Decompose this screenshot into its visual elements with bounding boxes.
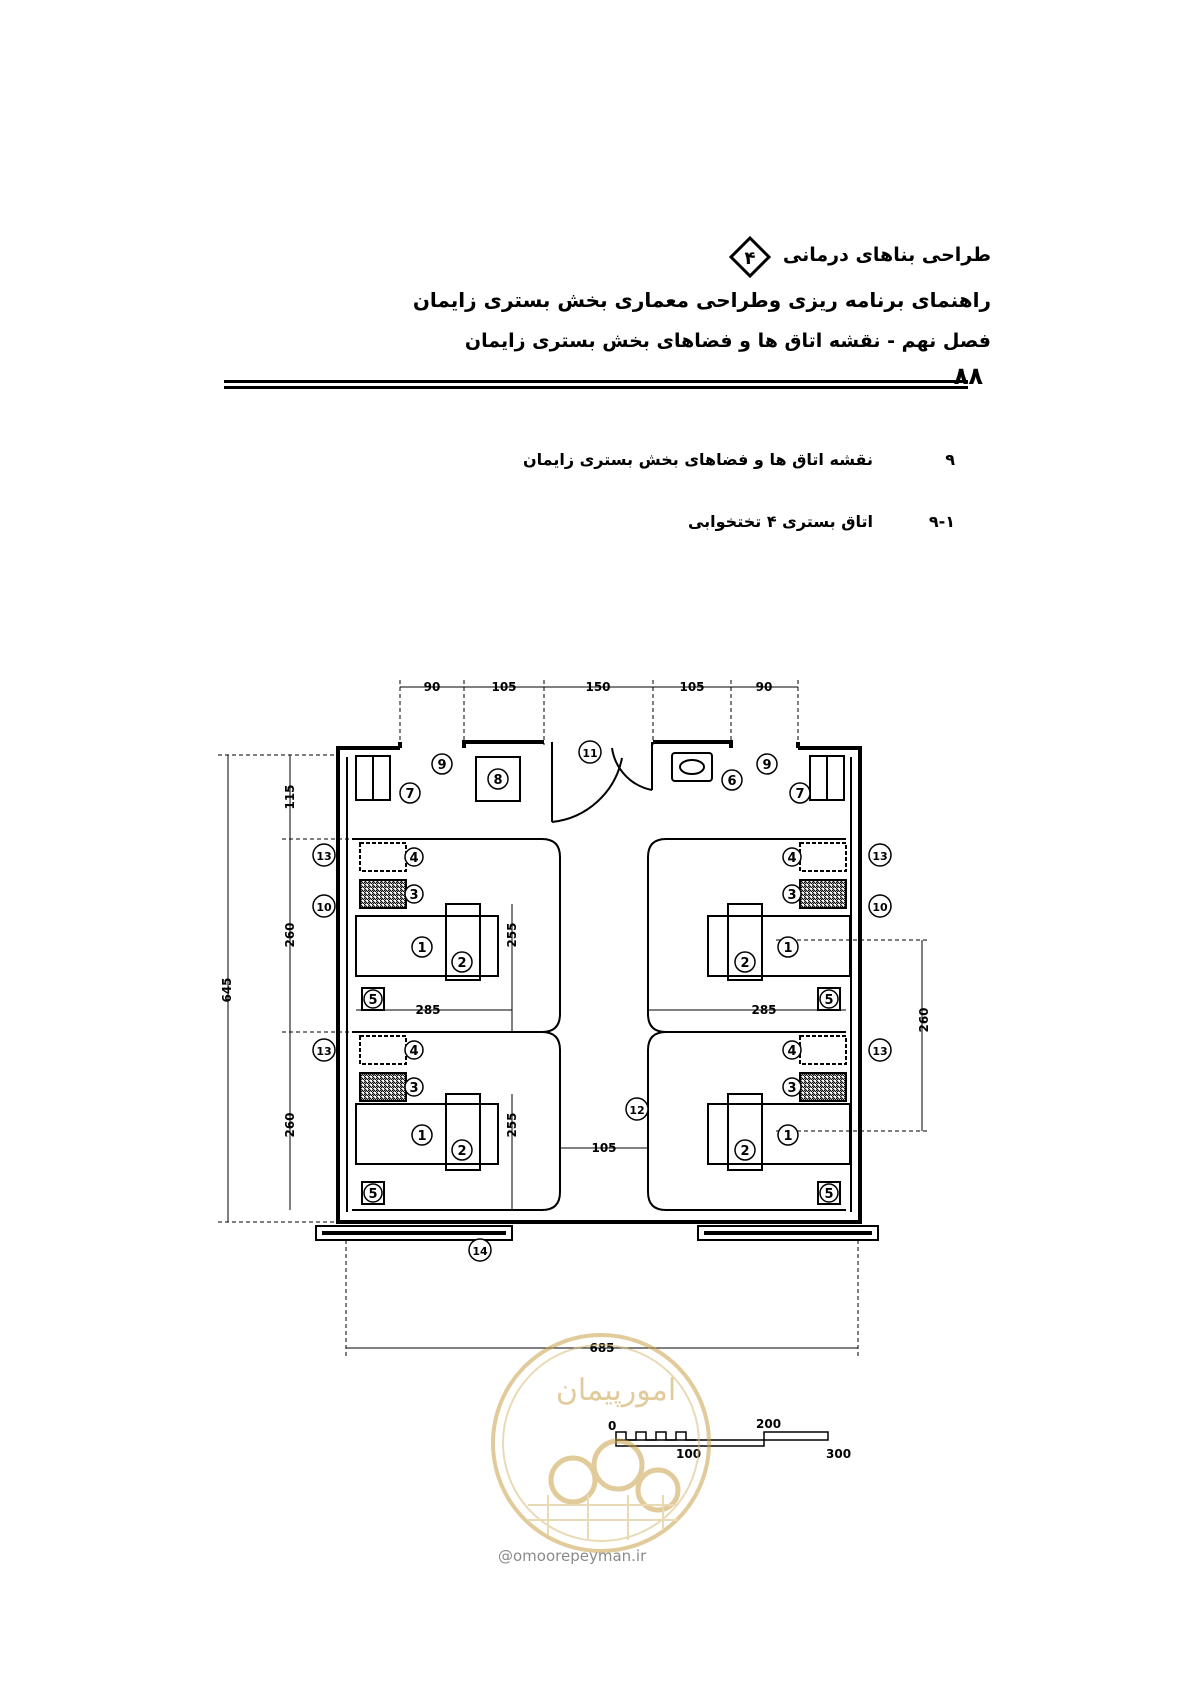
dim-curtain-depth-2: 255 xyxy=(505,1112,519,1138)
tag-4-c xyxy=(783,848,801,866)
series-title: طراحی بناهای درمانی xyxy=(782,244,991,266)
svg-text:13: 13 xyxy=(872,850,888,863)
tag-1-c xyxy=(778,937,798,957)
tag-3-b xyxy=(405,1078,423,1096)
tag-2-d xyxy=(735,1140,755,1160)
svg-text:13: 13 xyxy=(316,850,332,863)
tag-13-b xyxy=(313,1039,335,1061)
tag-4-b xyxy=(405,1041,423,1059)
chapter-title: فصل نهم - نقشه اتاق ها و فضاهای بخش بستری زایمان xyxy=(464,330,991,352)
svg-text:3: 3 xyxy=(409,1081,419,1096)
tag-3-a xyxy=(405,885,423,903)
svg-text:2: 2 xyxy=(457,956,467,971)
svg-text:1: 1 xyxy=(783,941,793,956)
tags xyxy=(313,741,891,1261)
subsection-number: ۹-۱ xyxy=(928,512,955,531)
dim-curtain-width-left: 285 xyxy=(415,1003,441,1017)
svg-text:2: 2 xyxy=(740,1144,750,1159)
svg-text:5: 5 xyxy=(368,993,378,1008)
dim-curtain-width-right: 285 xyxy=(751,1003,777,1017)
svg-text:3: 3 xyxy=(787,1081,797,1096)
right-dimensions xyxy=(648,940,930,1131)
dim-entry-depth: 115 xyxy=(283,784,297,810)
svg-text:7: 7 xyxy=(795,787,805,802)
tag-3-d xyxy=(783,1078,801,1096)
scale-200: 200 xyxy=(756,1417,782,1431)
dim-curtain-depth-1: 255 xyxy=(505,922,519,948)
bottom-window xyxy=(316,1226,878,1240)
svg-text:5: 5 xyxy=(824,993,834,1008)
svg-text:13: 13 xyxy=(872,1045,888,1058)
tag-5-a xyxy=(364,990,382,1008)
tag-5-d xyxy=(820,1184,838,1202)
svg-text:9: 9 xyxy=(762,758,772,773)
tag-4-d xyxy=(783,1041,801,1059)
scale-300: 300 xyxy=(826,1447,852,1461)
svg-text:2: 2 xyxy=(457,1144,467,1159)
watermark-logo xyxy=(488,1330,714,1556)
svg-text:10: 10 xyxy=(872,901,888,914)
tag-10-a xyxy=(313,895,335,917)
dim-bay-right: 260 xyxy=(917,1007,931,1033)
volume-number: ۴ xyxy=(744,248,756,269)
tag-13-d xyxy=(869,1039,891,1061)
tag-7-b xyxy=(790,783,810,803)
svg-text:1: 1 xyxy=(417,941,427,956)
svg-text:1: 1 xyxy=(783,1129,793,1144)
svg-text:9: 9 xyxy=(437,758,447,773)
dim-top-3: 150 xyxy=(585,680,611,694)
page-number: ۸۸ xyxy=(953,362,983,390)
scale-100: 100 xyxy=(676,1447,702,1461)
tag-9-a xyxy=(432,754,452,774)
dim-top-2: 105 xyxy=(491,680,517,694)
tag-2-b xyxy=(452,1140,472,1160)
tag-11 xyxy=(579,741,601,763)
dim-total-width: 685 xyxy=(589,1341,615,1355)
svg-text:14: 14 xyxy=(472,1245,488,1258)
watermark-url: @omoorepeyman.ir xyxy=(498,1547,647,1565)
left-dimensions xyxy=(218,755,648,1222)
tag-3-c xyxy=(783,885,801,903)
svg-text:2: 2 xyxy=(740,956,750,971)
tag-10-b xyxy=(869,895,891,917)
svg-text:5: 5 xyxy=(368,1187,378,1202)
svg-text:12: 12 xyxy=(629,1104,645,1117)
svg-text:4: 4 xyxy=(787,851,797,866)
tag-13-a xyxy=(313,844,335,866)
sink xyxy=(672,753,712,781)
tag-1-b xyxy=(412,1125,432,1145)
tag-13-c xyxy=(869,844,891,866)
svg-text:8: 8 xyxy=(493,773,503,788)
tag-7-a xyxy=(400,783,420,803)
watermark-logo-text: امورپیمان xyxy=(555,1373,677,1408)
tag-5-b xyxy=(364,1184,382,1202)
svg-text:6: 6 xyxy=(727,774,737,789)
section-title: نقشه اتاق ها و فضاهای بخش بستری زایمان xyxy=(522,450,873,469)
tag-2-a xyxy=(452,952,472,972)
tag-12 xyxy=(626,1098,648,1120)
svg-text:4: 4 xyxy=(787,1044,797,1059)
tag-5-c xyxy=(820,990,838,1008)
subsection-title: اتاق بستری ۴ تختخوابی xyxy=(687,512,873,531)
svg-text:4: 4 xyxy=(409,1044,419,1059)
dim-top-4: 105 xyxy=(679,680,705,694)
svg-text:7: 7 xyxy=(405,787,415,802)
tag-1-d xyxy=(778,1125,798,1145)
guide-title: راهنمای برنامه ریزی وطراحی معماری بخش بستری زایمان xyxy=(412,288,991,312)
svg-text:3: 3 xyxy=(787,888,797,903)
svg-text:1: 1 xyxy=(417,1129,427,1144)
svg-text:11: 11 xyxy=(582,747,598,760)
scale-0: 0 xyxy=(608,1419,617,1433)
svg-text:3: 3 xyxy=(409,888,419,903)
dim-bay-left-2: 260 xyxy=(283,1112,297,1138)
dim-total-height: 645 xyxy=(220,977,234,1003)
svg-text:5: 5 xyxy=(824,1187,834,1202)
dim-top-5: 90 xyxy=(755,680,773,694)
svg-text:4: 4 xyxy=(409,851,419,866)
dim-aisle: 105 xyxy=(591,1141,617,1155)
tag-4-a xyxy=(405,848,423,866)
tag-2-c xyxy=(735,952,755,972)
svg-text:13: 13 xyxy=(316,1045,332,1058)
dim-top-1: 90 xyxy=(423,680,441,694)
tag-9-b xyxy=(757,754,777,774)
tag-1-a xyxy=(412,937,432,957)
tag-14 xyxy=(469,1239,491,1261)
dim-bay-left-1: 260 xyxy=(283,922,297,948)
tag-6 xyxy=(722,770,742,790)
entrance-door xyxy=(552,742,652,822)
tag-8 xyxy=(488,769,508,789)
svg-text:10: 10 xyxy=(316,901,332,914)
section-number: ۹ xyxy=(945,450,955,469)
